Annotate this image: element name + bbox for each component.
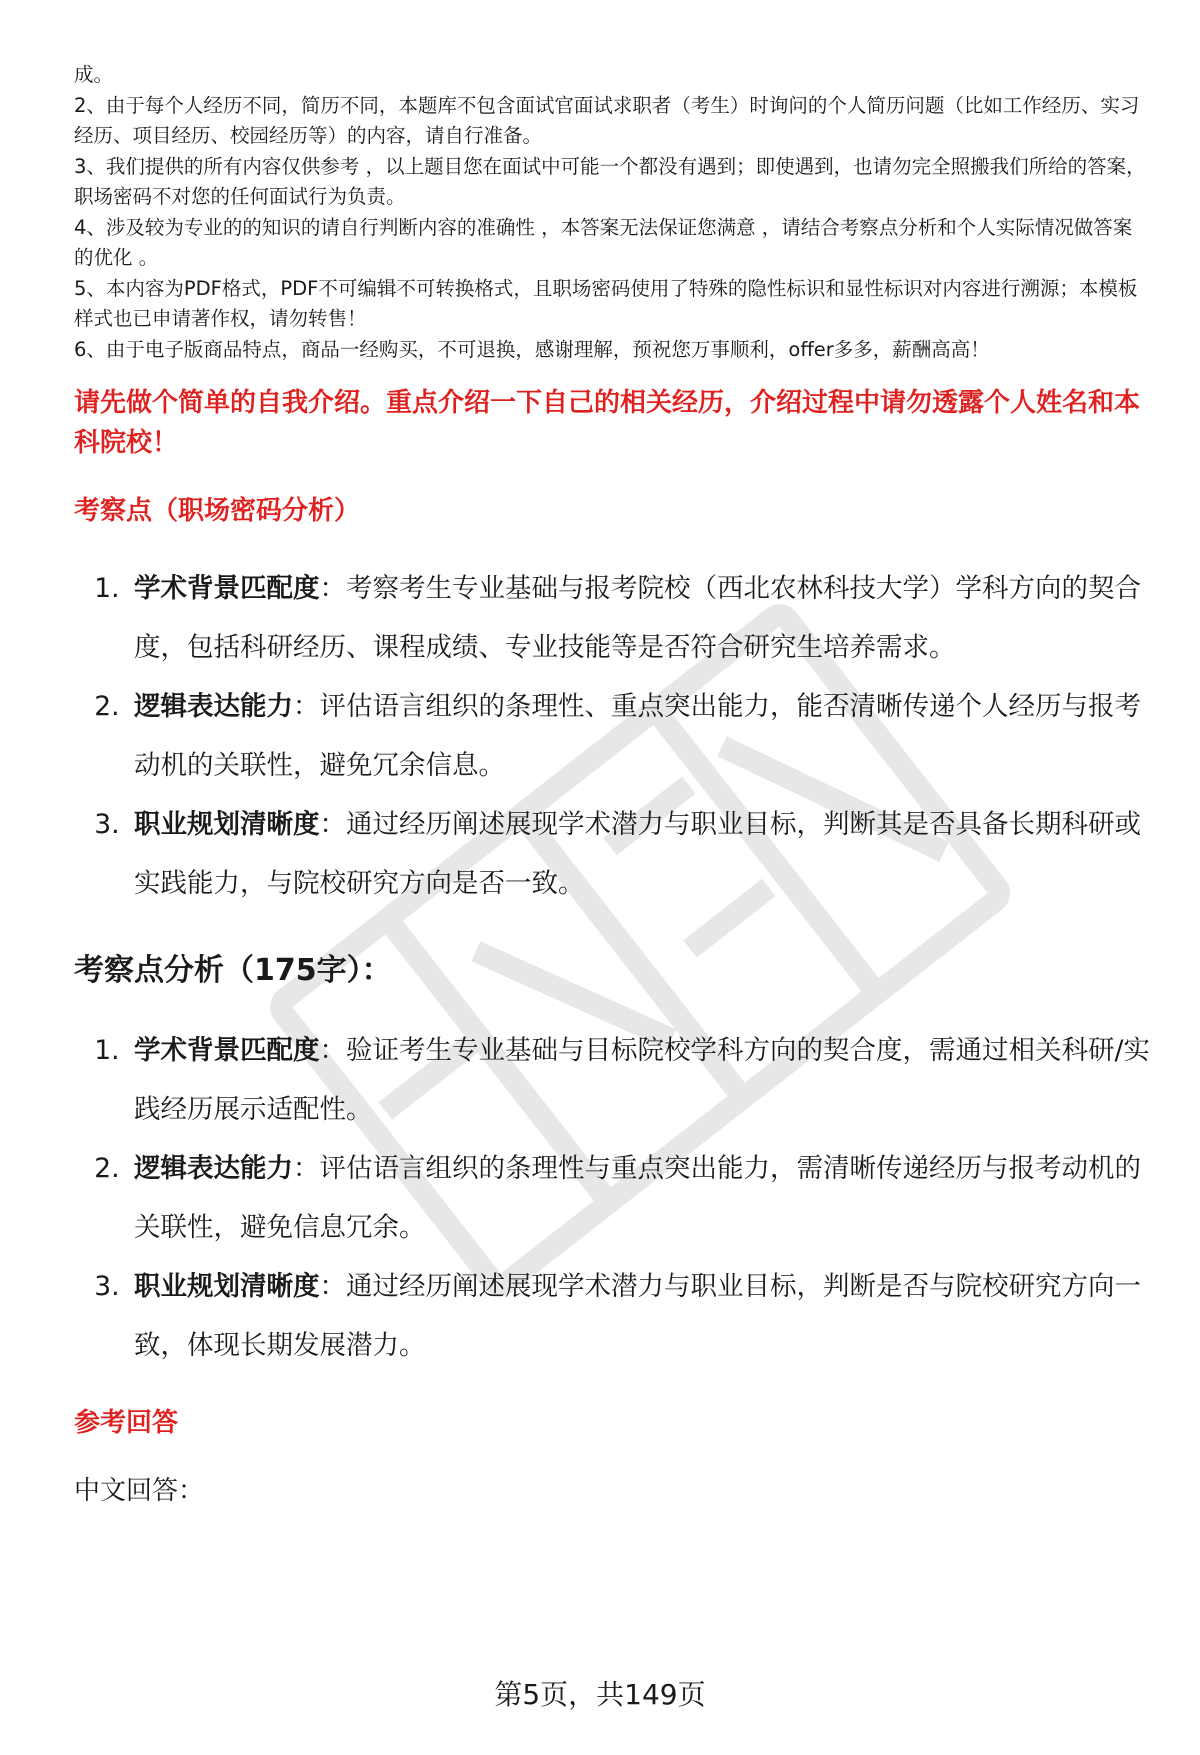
point-term: 逻辑表达能力 [134, 691, 293, 722]
analysis-points-list [74, 1021, 1150, 1375]
interview-question: 请先做个简单的自我介绍。重点介绍一下自己的相关经历，介绍过程中请勿透露个人姓名和本科院校！ [74, 388, 1141, 458]
section-title-assessment: 考察点（职场密码分析） [74, 496, 361, 526]
list-item [128, 795, 1150, 913]
section-title-analysis: 考察点分析（175字）： [74, 953, 392, 988]
point-term: 逻辑表达能力 [134, 1153, 293, 1184]
disclaimer-notes [74, 60, 1150, 365]
point-text: ：通过经历阐述展现学术潜力与职业目标，判断其是否具备长期科研或实践能力，与院校研究方向是否一致。 [134, 809, 1141, 899]
note-line: 2、由于每个人经历不同，简历不同，本题库不包含面试官面试求职者（考生）时询问的个人简历问题（比如工作经历、实习经历、项目经历、校园经历等）的内容，请自行准备。 [74, 93, 1140, 147]
page-number: 第5页，共149页 [494, 1678, 706, 1711]
point-term: 学术背景匹配度 [134, 573, 320, 604]
list-item [128, 1139, 1150, 1257]
point-term: 学术背景匹配度 [134, 1035, 320, 1066]
note-line: 5、本内容为PDF格式，PDF不可编辑不可转换格式，且职场密码使用了特殊的隐性标识和显性标识对内容进行溯源；本模板样式也已申请著作权，请勿转售！ [74, 276, 1138, 330]
list-item [128, 1021, 1150, 1139]
section-title-reference: 参考回答 [74, 1408, 179, 1438]
note-line: 4、涉及较为专业的的知识的请自行判断内容的准确性 ，本答案无法保证您满意 ，请结合考察点分析和个人实际情况做答案的优化 。 [74, 215, 1133, 269]
note-line: 3、我们提供的所有内容仅供参考 ，以上题目您在面试中可能一个都没有遇到；即使遇到，也请勿完全照搬我们所给的答案，职场密码不对您的任何面试行为负责。 [74, 154, 1146, 208]
chinese-answer-label: 中文回答： [74, 1476, 205, 1506]
list-item [128, 677, 1150, 795]
note-line: 成。 [74, 63, 114, 86]
point-text: ：评估语言组织的条理性、重点突出能力，能否清晰传递个人经历与报考动机的关联性，避免冗余信息。 [134, 691, 1141, 781]
note-line: 6、由于电子版商品特点，商品一经购买，不可退换，感谢理解，预祝您万事顺利，offer多多，薪酬高高！ [74, 337, 990, 361]
point-text: ：评估语言组织的条理性与重点突出能力，需清晰传递经历与报考动机的关联性，避免信息冗余。 [134, 1153, 1141, 1243]
point-text: ：考察考生专业基础与报考院校（西北农林科技大学）学科方向的契合度，包括科研经历、课程成绩、专业技能等是否符合研究生培养需求。 [134, 573, 1141, 663]
list-item [128, 1257, 1150, 1375]
list-item [128, 559, 1150, 677]
point-term: 职业规划清晰度 [134, 809, 320, 840]
point-text: ：验证考生专业基础与目标院校学科方向的契合度，需通过相关科研/实践经历展示适配性。 [134, 1035, 1150, 1125]
assessment-points-list [74, 559, 1150, 913]
document-page [74, 60, 1150, 1511]
point-text: ：通过经历阐述展现学术潜力与职业目标，判断是否与院校研究方向一致，体现长期发展潜力。 [134, 1271, 1141, 1361]
point-term: 职业规划清晰度 [134, 1271, 320, 1302]
